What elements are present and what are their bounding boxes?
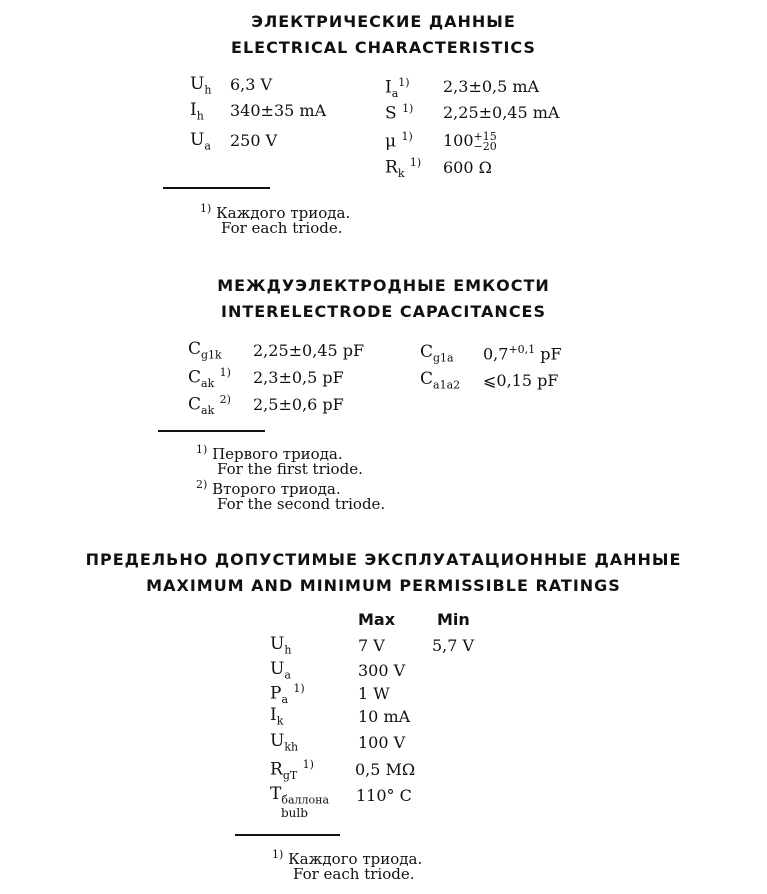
rating-tbulb: $T_{баллона}$ <box>270 784 330 807</box>
param-ih: $I_h$ <box>190 100 204 123</box>
param-ia: $I_a^{1)}$ <box>385 76 410 101</box>
value-ca1a2: ⩽0,15 pF <box>483 371 559 390</box>
sec1-title-en: ELECTRICAL CHARACTERISTICS <box>231 38 536 57</box>
rating-tbulb-max: 110° C <box>356 786 412 805</box>
rating-uh-max: 7 V <box>358 636 385 655</box>
sec3-title-en: MAXIMUM AND MINIMUM PERMISSIBLE RATINGS <box>146 576 621 595</box>
value-uh: 6,3 V <box>230 75 273 94</box>
footnote2-en: For the second triode. <box>217 495 386 513</box>
rating-rgt-max: 0,5 MΩ <box>355 760 416 779</box>
rating-ua-max: 300 V <box>358 661 406 680</box>
rating-rgt: $R_{gT}$ $^{1)}$ <box>270 758 314 783</box>
param-cak1: $C_{ak}$ $^{1)}$ <box>188 366 231 391</box>
value-cak2: 2,5±0,6 pF <box>253 395 344 414</box>
param-cg1k: $C_{g1k}$ <box>188 339 222 362</box>
param-mu: μ $^{1)}$ <box>385 130 413 152</box>
footnote2-ru: $^{2)}$ Второго триода. <box>196 478 341 498</box>
value-cak1: 2,3±0,5 pF <box>253 368 344 387</box>
sec2-title-en: INTERELECTRODE CAPACITANCES <box>220 302 547 321</box>
rating-ukh-max: 100 V <box>358 733 406 752</box>
param-ua: $U_a$ <box>190 130 211 153</box>
param-uh: $U_h$ <box>190 74 212 97</box>
value-ua: 250 V <box>230 131 278 150</box>
value-cg1a: $0,7^{+0,1}$ pF <box>483 343 562 364</box>
rating-ukh: $U_{kh}$ <box>270 731 299 754</box>
footnote1-en: For the first triode. <box>217 460 363 478</box>
rating-ik: $I_k$ <box>270 705 284 728</box>
value-s: 2,25±0,45 mA <box>443 103 560 122</box>
param-cg1a: $C_{g1a}$ <box>420 342 454 365</box>
footnote-en: For each triode. <box>221 219 343 237</box>
footnote-rule <box>235 834 340 836</box>
param-s: S $^{1)}$ <box>385 102 414 124</box>
rating-pa-max: 1 W <box>358 684 390 703</box>
col-min-header: Min <box>437 610 470 629</box>
sec3-title-ru: ПРЕДЕЛЬНО ДОПУСТИМЫЕ ЭКСПЛУАТАЦИОННЫЕ ДАННЫЕ <box>85 550 682 569</box>
col-max-header: Max <box>358 610 396 629</box>
footnote-rule <box>163 187 270 189</box>
value-cg1k: 2,25±0,45 pF <box>253 341 365 360</box>
value-ih: 340±35 mA <box>230 101 327 120</box>
rating-uh-min: 5,7 V <box>432 636 475 655</box>
rating-ik-max: 10 mA <box>358 707 411 726</box>
sec2-title-ru: МЕЖДУЭЛЕКТРОДНЫЕ ЕМКОСТИ <box>217 276 550 295</box>
rating-pa: $P_a$ $^{1)}$ <box>270 682 305 707</box>
rating-uh: $U_h$ <box>270 634 292 657</box>
rating-tbulb-sub-en: bulb <box>281 806 308 820</box>
param-cak2: $C_{ak}$ $^{2)}$ <box>188 393 231 418</box>
footnote1-ru: $^{1)}$ Первого триода. <box>196 443 343 463</box>
param-ca1a2: $C_{a1a2}$ <box>420 369 461 392</box>
value-mu: 100 +15 −20 <box>443 129 497 153</box>
footnote-en: For each triode. <box>293 865 415 883</box>
value-ia: 2,3±0,5 mA <box>443 77 540 96</box>
rating-ua: $U_a$ <box>270 659 291 682</box>
footnote-ru: $^{1)}$ Каждого триода. <box>272 848 423 868</box>
footnote-ru: $^{1)}$ Каждого триода. <box>200 202 351 222</box>
sec1-title-ru: ЭЛЕКТРИЧЕСКИЕ ДАННЫЕ <box>251 12 516 31</box>
value-rk: 600 Ω <box>443 158 492 177</box>
param-rk: $R_k$ $^{1)}$ <box>385 156 422 181</box>
footnote-rule <box>158 430 265 432</box>
